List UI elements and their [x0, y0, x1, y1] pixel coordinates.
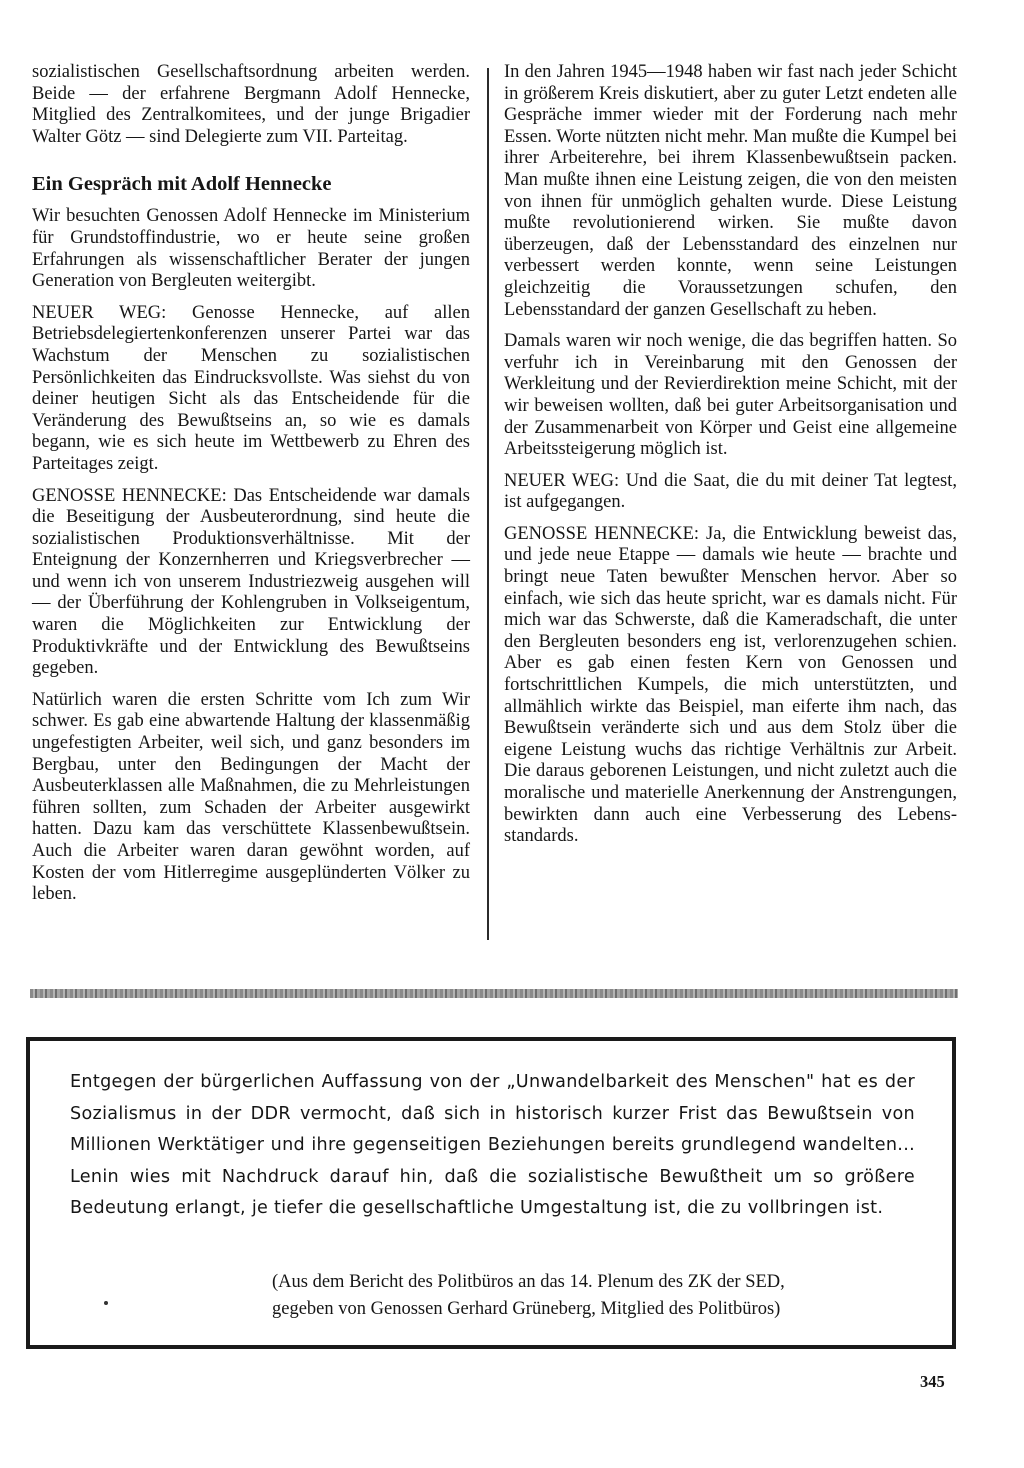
quote-source-line-2: gegeben von Genossen Gerhard Grüneberg, Mitglied des Politbüros) — [272, 1299, 781, 1319]
paragraph-answer-hennecke: GENOSSE HENNECKE: Das Entscheidende war damals die Beseitigung der Ausbeuterordnung, sind heute die sozialistischen Produktionsverhältnisse. Mit der Enteignung der Konzernherren und Kriegsverbrecher — und wenn ich von unserem Industriezweig ausgehen will — der Überführung der Kohlengruben in Volkseigentum, waren die Möglichkeiten zur Entwicklung der Produktivkräfte und der Entwicklung des Bewußtseins gegeben. — [32, 485, 470, 679]
paragraph-first-steps: Natürlich waren die ersten Schritte vom Ich zum Wir schwer. Es gab eine abwartende Haltung der klassenmäßig ungefestigten Arbeiter, weil sich, und ganz besonders im Bergbau, unter den Bedingungen der Macht der Ausbeuterklassen alle Maßnahmen, die zu Mehrleistungen führen sollten, zum Schaden der Arbeiter ausgewirkt hatten. Dazu kam das verschüttete Klassenbewußtsein. Auch die Arbeiter waren daran gewöhnt worden, auf Kosten der vom Hitlerregime ausgeplünderten Völker zu leben. — [32, 689, 470, 905]
paragraph-years-1945-1948: In den Jahren 1945—1948 haben wir fast nach jeder Schicht in größerem Kreis diskutiert, aber zu guter Letzt endeten alle Gespräche immer wieder mit der Forderung nach mehr Essen. Worte nützten nicht mehr. Man mußte die Kumpel bei ihrer Arbeiterehre, bei ihrem Klassenbewußtsein packen. Man mußte ihnen eine Leistung zeigen, die von den meisten von ihnen für unmöglich gehalten wurde. Diese Leistung mußte revolutionierend wirken. Sie mußte davon überzeugen, daß der Lebensstandard des einzelnen nur verbessert werden konnte, wenn seine Leistungen gleichzeitig die Voraussetzungen schufen, den Lebensstandard der ganzen Gesellschaft zu heben. — [504, 62, 957, 320]
paragraph-question-neuer-weg: NEUER WEG: Genosse Hennecke, auf allen Betriebsdelegiertenkonferenzen unserer Partei war das Wachstum der Menschen zu sozialistischen Persönlichkeiten das Eindrucksvollste. Was siehst du von deiner heutigen Sicht als das Entscheidende für die Veränderung des Bewußtseins an, so wie es damals begann, wie es sich heute im Wettbewerb zu Ehren des Parteitages zeigt. — [32, 302, 470, 474]
section-heading: Ein Gespräch mit Adolf Hennecke — [32, 173, 332, 196]
paragraph-answer-development: GENOSSE HENNECKE: Ja, die Entwicklung beweist das, und jede neue Etappe — damals wie heute — brachte und bringt neue Taten bewußter Menschen hervor. Aber so einfach, wie sich das heute spricht, war es damals nicht. Für mich war das Schwerste, daß die Kameradschaft, die unter den Bergleuten besonders eng ist, verlorenzugehen schien. Aber es gab einen festen Kern von Genossen und fortschrittlichen Kumpels, die mich unterstützten, und allmählich wirkte das Beispiel, man eiferte ihm nach, das Bewußtsein veränderte sich und aus dem Stolz über die eigene Leistung wuchs das richtige Verhältnis zur Arbeit. Die daraus geborenen Leistungen, und nicht zuletzt auch die moralische und materielle Anerkennung der Anstrengungen, bewirkten dann auch eine Verbesserung des Lebensstandards. — [504, 523, 957, 847]
paragraph-few-understood: Damals waren wir noch wenige, die das begriffen hatten. So verfuhr ich in Vereinbarung mit den Genossen der Werkleitung und der Revierdirektion meine Schicht, mit der wir beweisen wollten, daß bei guter Arbeitsorganisation und der Zusammenarbeit von Körper und Geist eine allgemeine Arbeitssteigerung möglich ist. — [504, 331, 957, 460]
left-text-column — [32, 62, 470, 916]
paragraph-question-saat: NEUER WEG: Und die Saat, die du mit deiner Tat legtest, ist aufgegangen. — [504, 470, 957, 513]
print-dot-mark — [104, 1301, 108, 1305]
quote-box — [26, 1037, 956, 1349]
quote-source-line-1: (Aus dem Bericht des Politbüros an das 14. Plenum des ZK der SED, — [272, 1272, 785, 1292]
quote-source — [272, 1269, 932, 1323]
right-text-column — [504, 62, 957, 858]
paragraph-visit: Wir besuchten Genossen Adolf Hennecke im Ministerium für Grundstoffindustrie, wo er heute seine großen Erfahrungen als wissenschaftlicher Berater der jungen Generation von Bergleuten weitergibt. — [32, 206, 470, 292]
separator-band — [30, 989, 958, 998]
page-number: 345 — [920, 1372, 945, 1391]
quote-text: Entgegen der bürgerlichen Auffassung von der „Unwandelbarkeit des Menschen" hat es der Sozialismus in der DDR vermocht, daß sich in historisch kurzer Frist das Bewußtsein von Millionen Werktätiger und ihre gegenseitigen Beziehungen bereits grundlegend wandelten... Lenin wies mit Nachdruck darauf hin, daß die sozialistische Bewußtheit um so größere Bedeutung erlangt, je tiefer die gesellschaftliche Umgestaltung ist, die zu vollbringen ist. — [70, 1072, 915, 1219]
intro-paragraph: sozialistischen Gesellschaftsordnung arbeiten werden. Beide — der erfahrene Bergmann Adolf Hennecke, Mitglied des Zentralkomitees, und der junge Brigadier Walter Götz — sind Delegierte zum VII. Parteitag. — [32, 62, 470, 147]
column-divider — [487, 68, 489, 940]
